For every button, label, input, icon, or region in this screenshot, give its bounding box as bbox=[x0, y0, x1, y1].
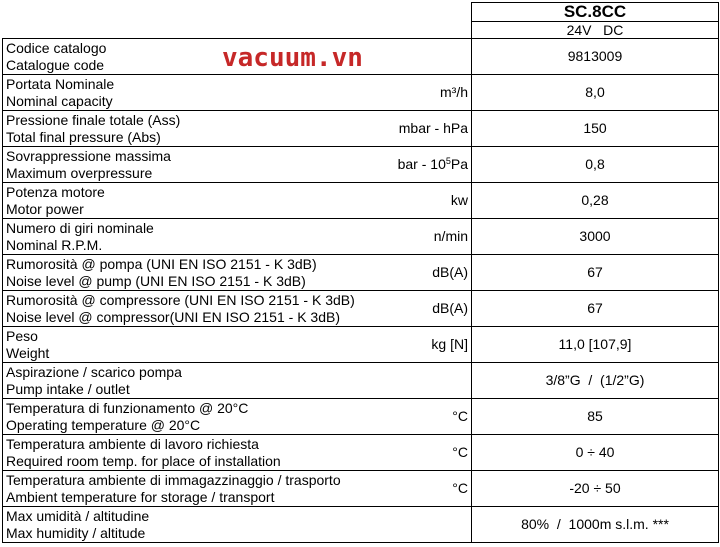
unit-label: dB(A) bbox=[432, 300, 468, 316]
label-english: Maximum overpressure bbox=[6, 164, 153, 181]
label-italian: Potenza motore bbox=[6, 183, 105, 200]
table-row bbox=[3, 507, 719, 543]
label-english: Noise level @ compressor(UNI EN ISO 2151 - K 3dB) bbox=[6, 308, 340, 325]
row-value: 9813009 bbox=[472, 39, 719, 75]
model-voltage: 24V DC bbox=[472, 22, 719, 39]
unit-label: m³/h bbox=[440, 84, 468, 100]
label-italian: Peso bbox=[6, 327, 38, 344]
label-italian: Portata Nominale bbox=[6, 75, 115, 92]
row-description bbox=[3, 147, 472, 183]
label-italian: Sovrappressione massima bbox=[6, 147, 171, 164]
row-description bbox=[3, 435, 472, 471]
row-description bbox=[3, 327, 472, 363]
label-english: Catalogue code bbox=[6, 56, 105, 73]
table-row bbox=[3, 111, 719, 147]
label-english: Max humidity / altitude bbox=[6, 524, 146, 541]
label-italian: Pressione finale totale (Ass) bbox=[6, 111, 181, 128]
table-row bbox=[3, 147, 719, 183]
watermark: vacuum.vn bbox=[222, 43, 363, 73]
label-english: Noise level @ pump (UNI EN ISO 2151 - K 3dB) bbox=[6, 272, 306, 289]
row-value: 3/8”G / (1/2”G) bbox=[472, 363, 719, 399]
unit-label: °C bbox=[452, 408, 468, 424]
label-english: Weight bbox=[6, 344, 50, 361]
row-description bbox=[3, 75, 472, 111]
row-value: 0,28 bbox=[472, 183, 719, 219]
row-value: 85 bbox=[472, 399, 719, 435]
unit-label: kg [N] bbox=[431, 336, 468, 352]
row-value: 11,0 [107,9] bbox=[472, 327, 719, 363]
row-value: -20 ÷ 50 bbox=[472, 471, 719, 507]
row-value: 3000 bbox=[472, 219, 719, 255]
row-value: 8,0 bbox=[472, 75, 719, 111]
label-italian: Temperatura ambiente di lavoro richiesta bbox=[6, 435, 259, 452]
unit-label: °C bbox=[452, 444, 468, 460]
label-english: Total final pressure (Abs) bbox=[6, 128, 161, 145]
unit-label: °C bbox=[452, 480, 468, 496]
row-description bbox=[3, 219, 472, 255]
model-name: SC.8CC bbox=[472, 3, 719, 22]
row-value: 150 bbox=[472, 111, 719, 147]
row-description bbox=[3, 183, 472, 219]
row-value: 0,8 bbox=[472, 147, 719, 183]
spec-table bbox=[2, 2, 719, 543]
table-row bbox=[3, 363, 719, 399]
label-english: Ambient temperature for storage / transport bbox=[6, 488, 275, 505]
table-row bbox=[3, 435, 719, 471]
label-english: Operating temperature @ 20°C bbox=[6, 416, 201, 433]
row-value: 67 bbox=[472, 255, 719, 291]
label-english: Nominal R.P.M. bbox=[6, 236, 103, 253]
label-italian: Numero di giri nominale bbox=[6, 219, 154, 236]
label-english: Nominal capacity bbox=[6, 92, 113, 109]
label-italian: Temperatura di funzionamento @ 20°C bbox=[6, 399, 249, 416]
label-italian: Temperatura ambiente di immagazzinaggio / trasporto bbox=[6, 471, 341, 488]
label-english: Motor power bbox=[6, 200, 84, 217]
table-row bbox=[3, 183, 719, 219]
row-description bbox=[3, 399, 472, 435]
label-italian: Max umidità / altitudine bbox=[6, 507, 150, 524]
row-description bbox=[3, 111, 472, 147]
table-row bbox=[3, 255, 719, 291]
label-italian: Aspirazione / scarico pompa bbox=[6, 363, 182, 380]
table-row bbox=[3, 327, 719, 363]
label-italian: Rumorosità @ compressore (UNI EN ISO 2151 - K 3dB) bbox=[6, 291, 355, 308]
row-description bbox=[3, 471, 472, 507]
unit-label: mbar - hPa bbox=[398, 120, 468, 136]
label-italian: Rumorosità @ pompa (UNI EN ISO 2151 - K 3dB) bbox=[6, 255, 317, 272]
table-row bbox=[3, 75, 719, 111]
unit-label: n/min bbox=[433, 228, 468, 244]
row-description bbox=[3, 507, 472, 543]
row-value: 80% / 1000m s.l.m. *** bbox=[472, 507, 719, 543]
row-description bbox=[3, 255, 472, 291]
row-value: 0 ÷ 40 bbox=[472, 435, 719, 471]
row-description bbox=[3, 363, 472, 399]
row-value: 67 bbox=[472, 291, 719, 327]
unit-label: dB(A) bbox=[432, 264, 468, 280]
unit-label: kw bbox=[450, 192, 468, 208]
label-english: Required room temp. for place of installation bbox=[6, 452, 281, 469]
table-row bbox=[3, 471, 719, 507]
row-description bbox=[3, 291, 472, 327]
label-english: Pump intake / outlet bbox=[6, 380, 130, 397]
unit-label: bar - $10^5Pa$ bbox=[397, 156, 468, 172]
table-row bbox=[3, 291, 719, 327]
table-row bbox=[3, 219, 719, 255]
table-row bbox=[3, 399, 719, 435]
label-italian: Codice catalogo bbox=[6, 39, 107, 56]
